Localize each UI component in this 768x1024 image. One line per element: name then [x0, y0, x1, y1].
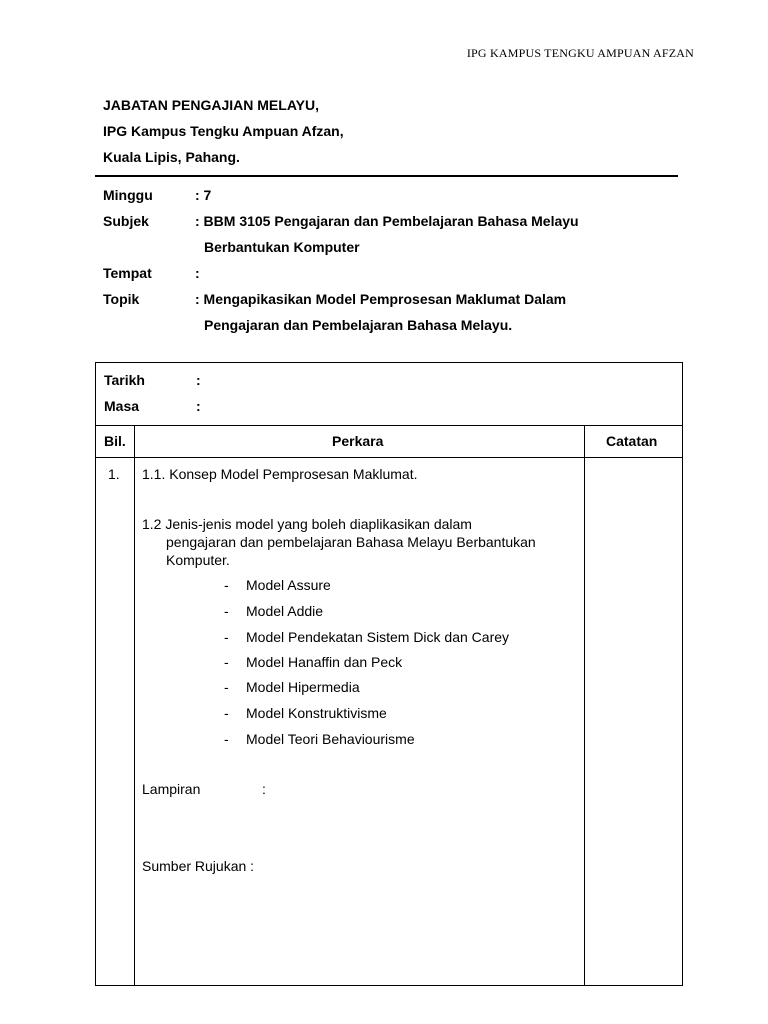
- item-1-2-line-2: pengajaran dan pembelajaran Bahasa Melayu Berbantukan: [166, 534, 536, 550]
- date-time-section: [96, 363, 682, 426]
- topik-value-line-1: : Mengapikasikan Model Pemprosesan Maklumat Dalam: [195, 291, 567, 307]
- model-name: Model Pendekatan Sistem Dick dan Carey: [246, 629, 510, 645]
- tempat-label: Tempat: [103, 265, 152, 281]
- tempat-value: :: [195, 265, 200, 281]
- model-name: Model Hanaffin dan Peck: [246, 654, 403, 670]
- list-item: [224, 603, 323, 619]
- item-1-2-line-1: 1.2 Jenis-jenis model yang boleh diaplikasikan dalam: [142, 516, 472, 532]
- department-address: [103, 92, 344, 170]
- list-item: [224, 731, 415, 747]
- model-name: Model Konstruktivisme: [246, 705, 387, 721]
- masa-label: Masa: [104, 398, 140, 414]
- list-item: [224, 629, 509, 645]
- bullet-dash: -: [224, 705, 229, 721]
- list-item: [224, 654, 402, 670]
- bullet-dash: -: [224, 577, 229, 593]
- bullet-dash: -: [224, 654, 229, 670]
- col-perkara-header: Perkara: [332, 433, 384, 449]
- list-item: [224, 705, 387, 721]
- model-name: Model Assure: [246, 577, 331, 593]
- bullet-dash: -: [224, 731, 229, 747]
- list-item: [224, 577, 331, 593]
- column-divider-1: [134, 425, 135, 985]
- masa-colon: :: [196, 398, 201, 414]
- minggu-value: : 7: [195, 187, 212, 203]
- address-line-3: Kuala Lipis, Pahang.: [103, 149, 240, 165]
- item-1-2-line-3: Komputer.: [166, 552, 230, 568]
- tarikh-label: Tarikh: [104, 372, 145, 388]
- lesson-record-table: [95, 362, 683, 986]
- subjek-label: Subjek: [103, 213, 149, 229]
- tarikh-colon: :: [196, 372, 201, 388]
- col-catatan-header: Catatan: [606, 433, 658, 449]
- model-name: Model Addie: [246, 603, 324, 619]
- bullet-dash: -: [224, 603, 229, 619]
- lesson-meta: [103, 182, 625, 338]
- row-number: 1.: [108, 466, 120, 482]
- address-line-1: JABATAN PENGAJIAN MELAYU,: [103, 97, 319, 113]
- topik-value-line-2: Pengajaran dan Pembelajaran Bahasa Melayu.: [204, 317, 513, 333]
- subjek-value: [195, 208, 625, 260]
- meta-row-topik: [103, 286, 625, 338]
- bullet-dash: -: [224, 629, 229, 645]
- address-line-2: IPG Kampus Tengku Ampuan Afzan,: [103, 123, 344, 139]
- lampiran-colon: :: [262, 781, 266, 797]
- header-divider: [95, 175, 678, 177]
- col-bil-header: Bil.: [104, 433, 126, 449]
- model-name: Model Hipermedia: [246, 679, 360, 695]
- column-divider-2: [584, 425, 585, 985]
- minggu-label: Minggu: [103, 187, 153, 203]
- topik-label: Topik: [103, 291, 140, 307]
- meta-row-tempat: [103, 260, 625, 286]
- model-name: Model Teori Behaviourisme: [246, 731, 415, 747]
- bullet-dash: -: [224, 679, 229, 695]
- meta-row-minggu: [103, 182, 625, 208]
- subjek-value-line-2: Berbantukan Komputer: [204, 239, 360, 255]
- subjek-value-line-1: : BBM 3105 Pengajaran dan Pembelajaran Bahasa Melayu: [195, 213, 579, 229]
- topik-value: [195, 286, 625, 338]
- institution-header: IPG KAMPUS TENGKU AMPUAN AFZAN: [466, 46, 694, 60]
- item-1-1: 1.1. Konsep Model Pemprosesan Maklumat.: [142, 466, 418, 482]
- sumber-rujukan-label: Sumber Rujukan :: [142, 858, 255, 874]
- lampiran-label: Lampiran: [142, 781, 201, 797]
- list-item: [224, 679, 360, 695]
- meta-row-subjek: [103, 208, 625, 260]
- table-header-row: [96, 425, 682, 458]
